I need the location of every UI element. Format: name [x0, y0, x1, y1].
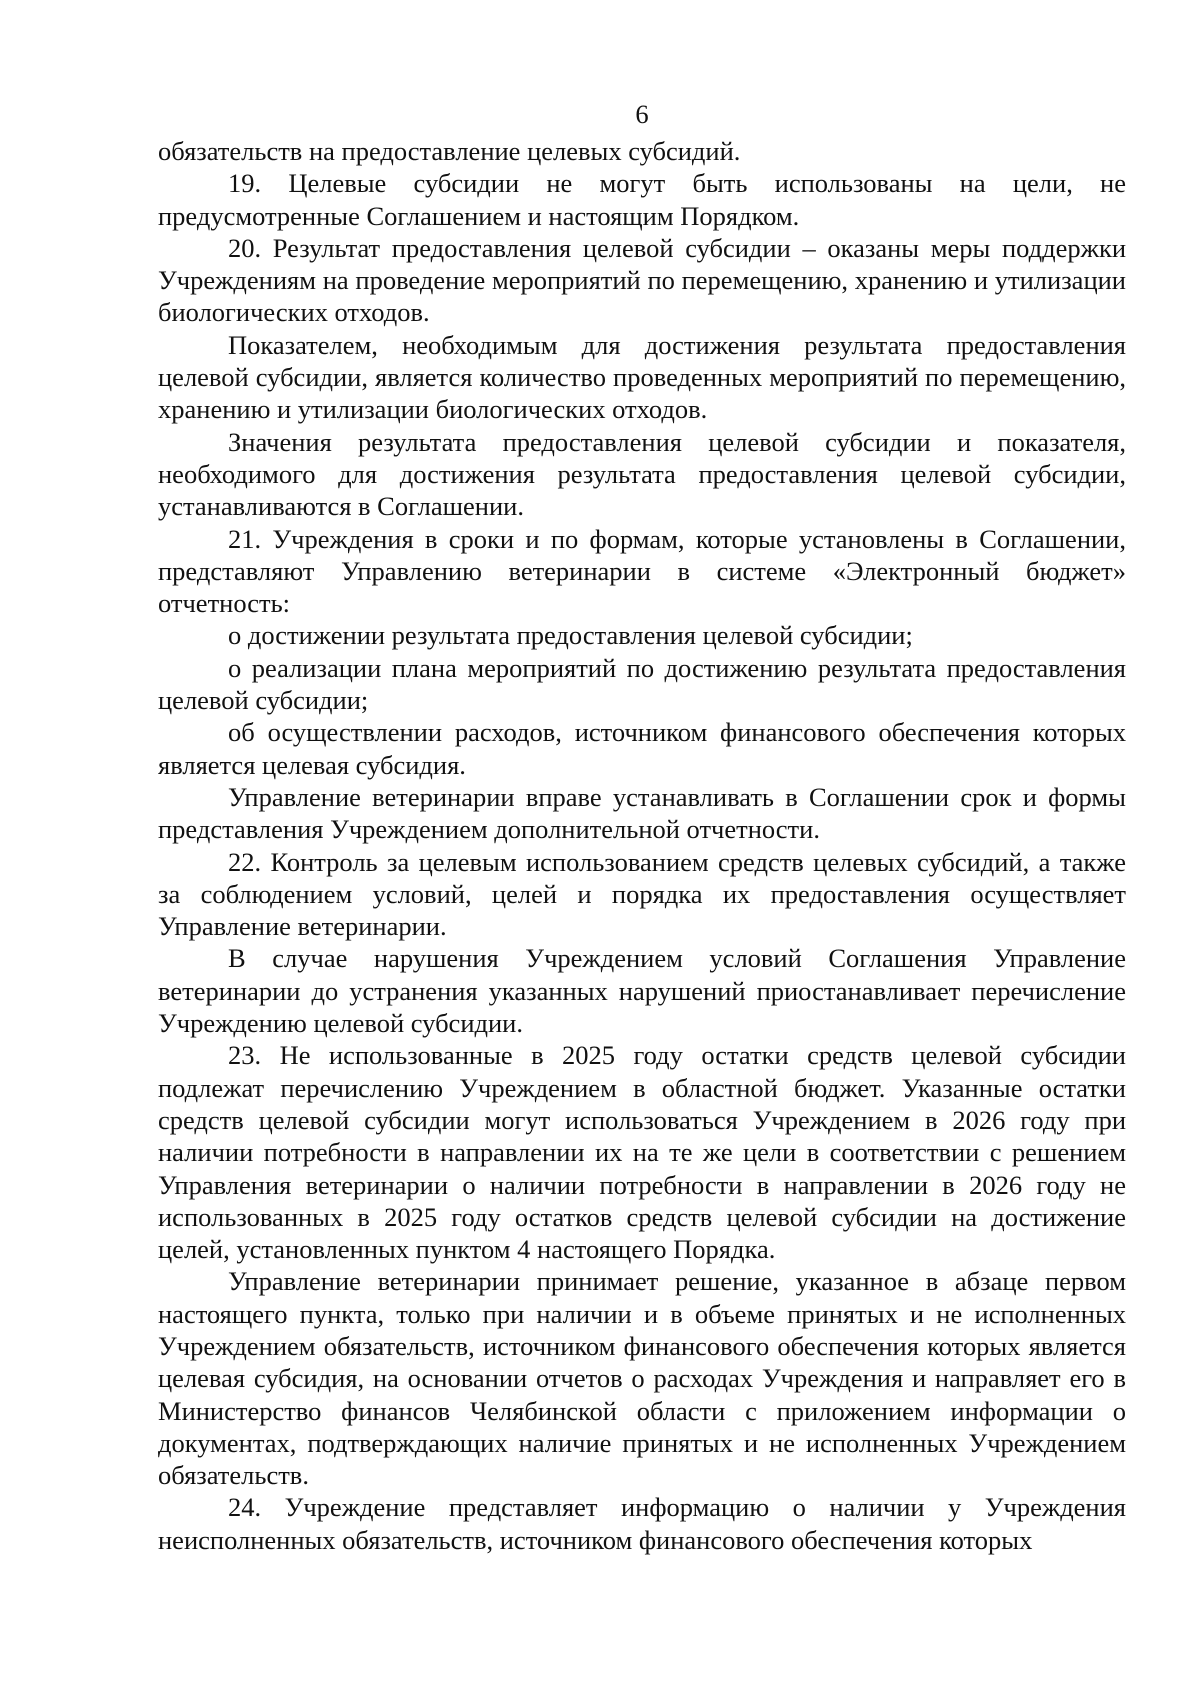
paragraph-item-24: 24. Учреждение представляет информацию о наличии у Учреждения неисполненных обязательств, источником финансового обеспечения которых	[158, 1492, 1126, 1555]
document-page	[158, 98, 1126, 1556]
paragraph-report-plan: о реализации плана мероприятий по достижению результата предоставления целевой субсидии;	[158, 652, 1126, 716]
paragraph-item-22: 22. Контроль за целевым использованием средств целевых субсидий, а также за соблюдением условий, целей и порядка их предоставления осуществляет Управление ветеринарии.	[158, 846, 1126, 942]
paragraph-indicator: Показателем, необходимым для достижения результата предоставления целевой субсидии, является количество проведенных мероприятий по перемещению, хранению и утилизации биологических отходов.	[158, 329, 1126, 425]
paragraph-decision: Управление ветеринарии принимает решение, указанное в абзаце первом настоящего пункта, только при наличии и в объеме принятых и не исполненных Учреждением обязательств, источником финансового обеспечения которых является целевая субсидия, на основании отчетов о расходах Учреждения и направляет его в Министерство финансов Челябинской области с приложением информации о документах, подтверждающих наличие принятых и не исполненных Учреждением обязательств.	[158, 1266, 1126, 1491]
paragraph-item-20: 20. Результат предоставления целевой субсидии – оказаны меры поддержки Учреждениям на проведение мероприятий по перемещению, хранению и утилизации биологических отходов.	[158, 232, 1126, 328]
paragraph-continuation: обязательств на предоставление целевых субсидий.	[158, 136, 741, 166]
paragraph-report-result: о достижении результата предоставления целевой субсидии;	[228, 620, 913, 651]
paragraph-item-23: 23. Не использованные в 2025 году остатки средств целевой субсидии подлежат перечислению Учреждением в областной бюджет. Указанные остатки средств целевой субсидии могут использоваться Учреждением в 2026 году при наличии потребности в направлении их на те же цели в соответствии с решением Управления ветеринарии о наличии потребности в направлении в 2026 году не использованных в 2025 году остатков средств целевой субсидии на достижение целей, установленных пунктом 4 настоящего Порядка.	[158, 1040, 1126, 1265]
paragraph-additional-reporting: Управление ветеринарии вправе устанавливать в Соглашении срок и формы представления Учреждением дополнительной отчетности.	[158, 781, 1126, 845]
paragraph-report-expenses: об осуществлении расходов, источником финансового обеспечения которых является целевая субсидия.	[158, 717, 1126, 780]
page-number: 6	[635, 99, 649, 129]
paragraph-values: Значения результата предоставления целевой субсидии и показателя, необходимого для достижения результата предоставления целевой субсидии, устанавливаются в Соглашении.	[158, 426, 1126, 522]
paragraph-violation: В случае нарушения Учреждением условий Соглашения Управление ветеринарии до устранения указанных нарушений приостанавливает перечисление Учреждению целевой субсидии.	[158, 943, 1126, 1039]
paragraph-item-21: 21. Учреждения в сроки и по формам, которые установлены в Соглашении, представляют Управлению ветеринарии в системе «Электронный бюджет» отчетность:	[158, 523, 1126, 619]
paragraph-item-19: 19. Целевые субсидии не могут быть использованы на цели, не предусмотренные Соглашением и настоящим Порядком.	[158, 168, 1126, 231]
